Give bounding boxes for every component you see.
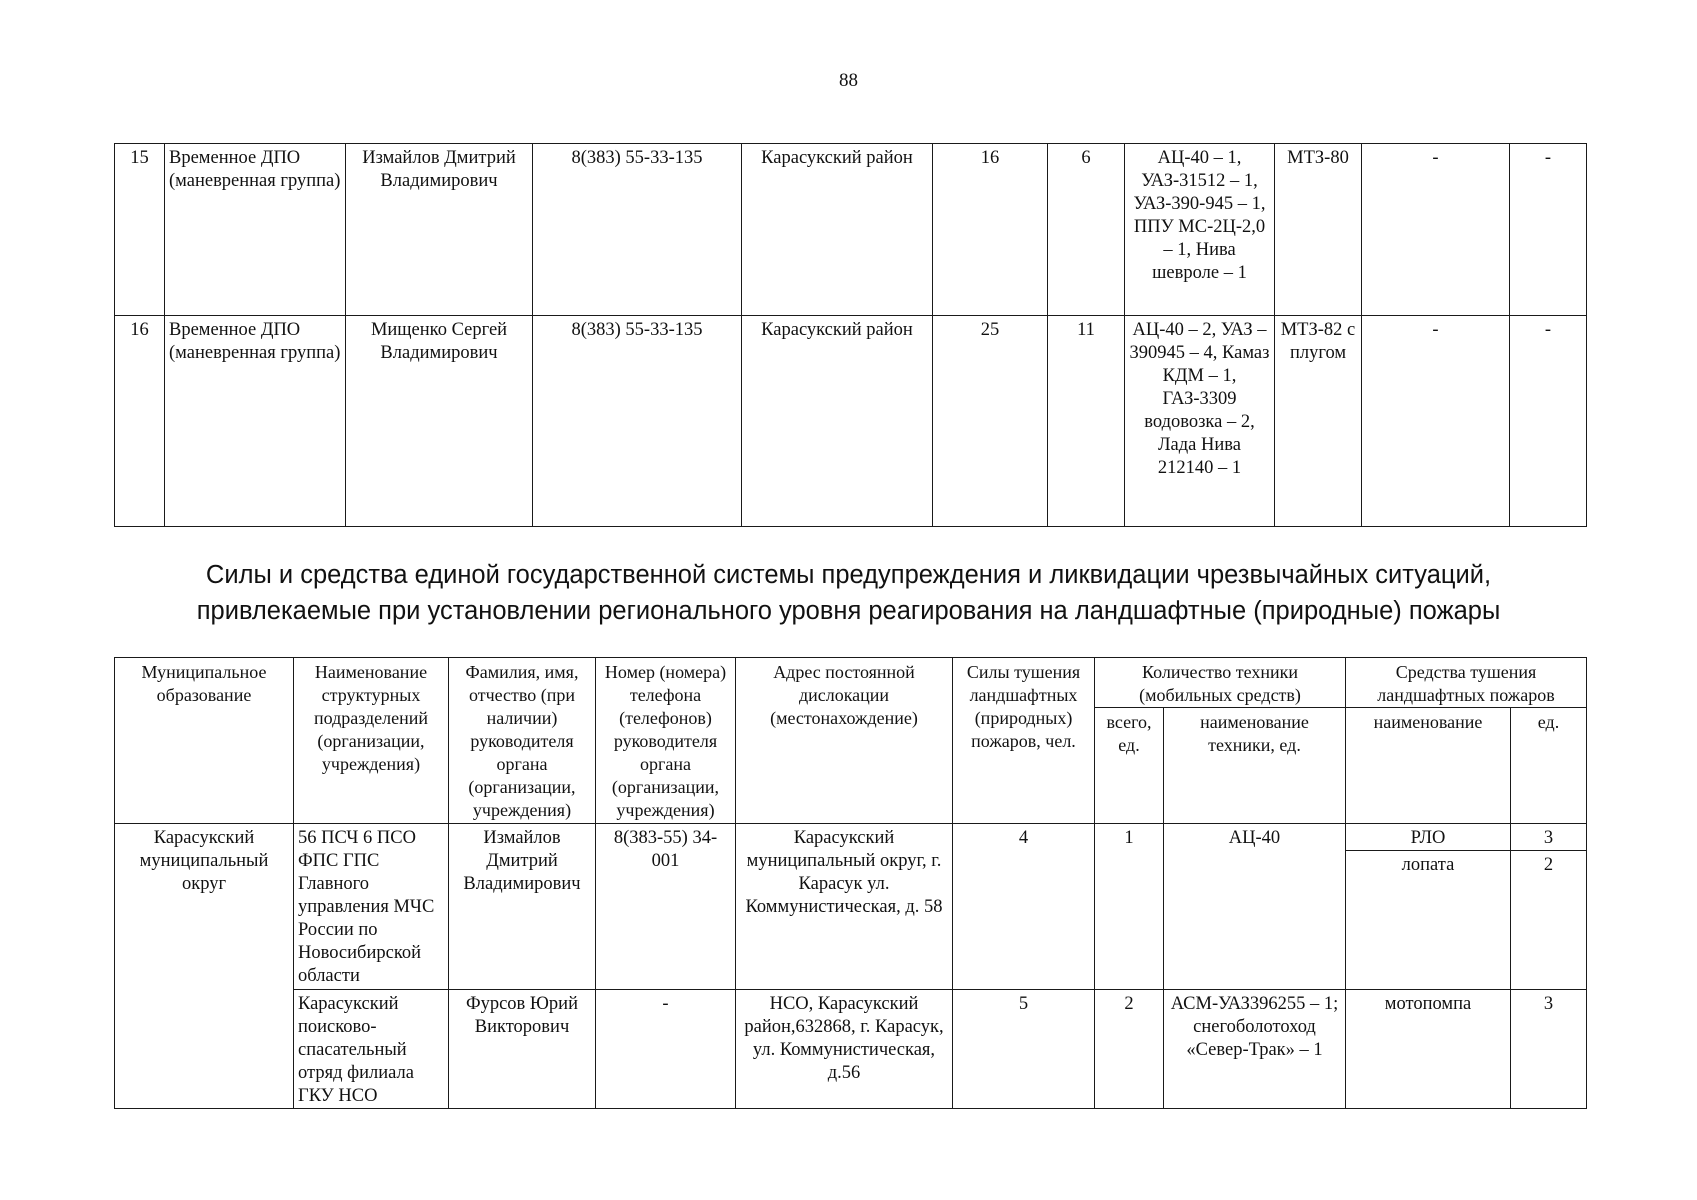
unit-name: Карасукский поисково-спасательный отряд филиала ГКУ НСО (294, 990, 449, 1109)
tool-qty: - (1510, 316, 1587, 527)
unit-name: Временное ДПО (маневренная группа) (165, 316, 346, 527)
table-row (115, 144, 1587, 316)
table-row (115, 316, 1587, 527)
page-number: 88 (839, 70, 858, 91)
head-name: Измайлов Дмитрий Владимирович (346, 144, 533, 316)
header-address: Адрес постоянной дислокации (местонахождение) (736, 658, 953, 824)
section-title-line-2: привлекаемые при установлении регионального уровня реагирования на ландшафтные (природные) пожары (196, 597, 1501, 625)
municipality: Карасукский муниципальный округ (115, 824, 294, 1109)
forces-table-continued (114, 143, 1587, 527)
tool-name: - (1362, 144, 1510, 316)
header-means-name: наименование (1346, 708, 1511, 824)
section-title (0, 557, 1697, 629)
tech-total: 2 (1095, 990, 1164, 1109)
header-head: Фамилия, имя, отчество (при наличии) руководителя органа (организации, учреждения) (449, 658, 596, 824)
unit-name: Временное ДПО (маневренная группа) (165, 144, 346, 316)
row-number: 15 (115, 144, 165, 316)
tech-name: АЦ-40 (1164, 824, 1346, 990)
vehicle-list: АЦ-40 – 2, УАЗ – 390945 – 4, Камаз КДМ – 1, ГАЗ-3309 водовозка – 2, Лада Нива 212140 – 1 (1125, 316, 1275, 527)
forces-count: 4 (953, 824, 1095, 990)
header-phone: Номер (номера) телефона (телефонов) руководителя органа (организации, учреждения) (596, 658, 736, 824)
people-count: 25 (933, 316, 1048, 527)
table-row (115, 990, 1587, 1109)
address: Карасукский район (742, 144, 933, 316)
header-units: Наименование структурных подразделений (организации, учреждения) (294, 658, 449, 824)
phone: 8(383-55) 34-001 (596, 824, 736, 990)
section-title-line-1: Силы и средства единой государственной системы предупреждения и ликвидации чрезвычайных ситуаций, (205, 561, 1492, 589)
address: Карасукский муниципальный округ, г. Карасук ул. Коммунистическая, д. 58 (736, 824, 953, 990)
tech-name: АСМ-УАЗ396255 – 1; снегоболотоход «Север-Трак» – 1 (1164, 990, 1346, 1109)
equipment: МТЗ-80 (1275, 144, 1362, 316)
means-name: мотопомпа (1346, 990, 1511, 1109)
units-count: 11 (1048, 316, 1125, 527)
address: Карасукский район (742, 316, 933, 527)
row-number: 16 (115, 316, 165, 527)
forces-count: 5 (953, 990, 1095, 1109)
units-count: 6 (1048, 144, 1125, 316)
phone: 8(383) 55-33-135 (533, 316, 742, 527)
phone: 8(383) 55-33-135 (533, 144, 742, 316)
head-name: Измайлов Дмитрий Владимирович (449, 824, 596, 990)
header-tech-group: Количество техники (мобильных средств) (1095, 658, 1346, 708)
means-qty: 2 (1511, 851, 1587, 990)
phone: - (596, 990, 736, 1109)
equipment: МТЗ-82 с плугом (1275, 316, 1362, 527)
header-row (115, 658, 1587, 708)
regional-forces-table (114, 657, 1587, 1109)
tech-total: 1 (1095, 824, 1164, 990)
unit-name: 56 ПСЧ 6 ПСО ФПС ГПС Главного управления МЧС России по Новосибирской области (294, 824, 449, 990)
address: НСО, Карасукский район,632868, г. Карасук, ул. Коммунистическая, д.56 (736, 990, 953, 1109)
header-tech-total: всего, ед. (1095, 708, 1164, 824)
means-qty: 3 (1511, 824, 1587, 851)
head-name: Фурсов Юрий Викторович (449, 990, 596, 1109)
header-means-qty: ед. (1511, 708, 1587, 824)
header-forces: Силы тушения ландшафтных (природных) пожаров, чел. (953, 658, 1095, 824)
head-name: Мищенко Сергей Владимирович (346, 316, 533, 527)
header-municipality: Муниципальное образование (115, 658, 294, 824)
people-count: 16 (933, 144, 1048, 316)
tool-name: - (1362, 316, 1510, 527)
means-qty: 3 (1511, 990, 1587, 1109)
vehicle-list: АЦ-40 – 1, УАЗ-31512 – 1, УАЗ-390-945 – 1, ППУ МС-2Ц-2,0 – 1, Нива шевроле – 1 (1125, 144, 1275, 316)
tool-qty: - (1510, 144, 1587, 316)
header-tech-name: наименование техники, ед. (1164, 708, 1346, 824)
header-means-group: Средства тушения ландшафтных пожаров (1346, 658, 1587, 708)
means-name: лопата (1346, 851, 1511, 990)
means-name: РЛО (1346, 824, 1511, 851)
table-row (115, 824, 1587, 851)
